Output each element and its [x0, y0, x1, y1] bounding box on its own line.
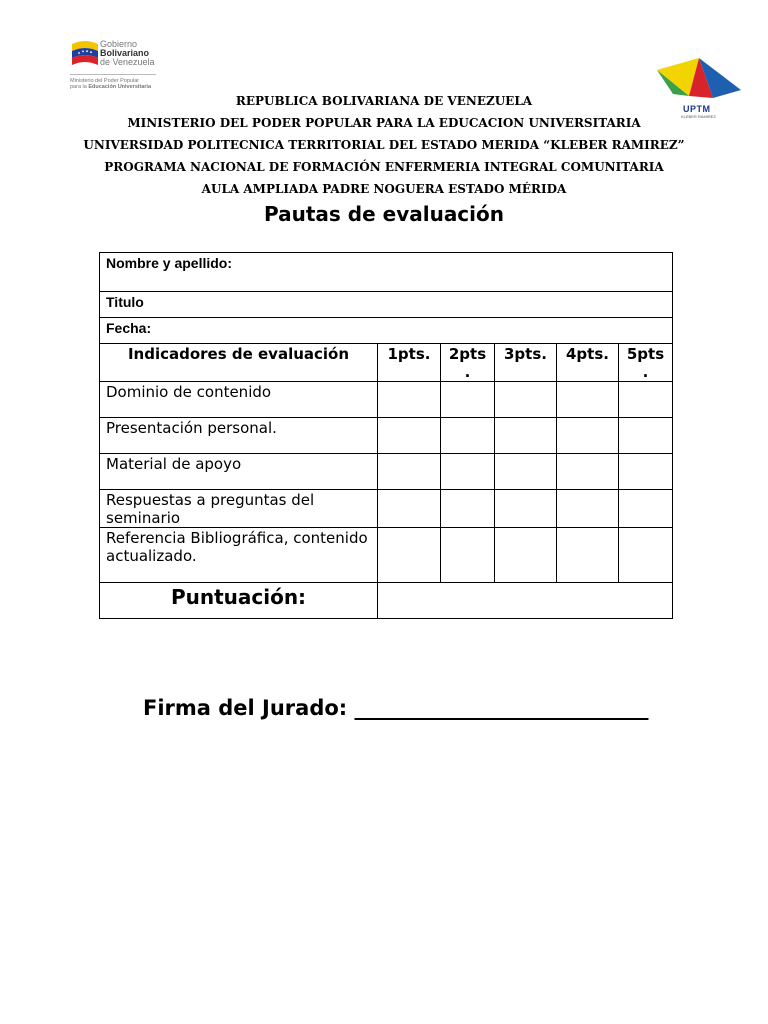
- title-row: [100, 292, 673, 318]
- logo-ministry-prefix: para la: [70, 84, 89, 90]
- total-label: Puntuación:: [100, 583, 378, 619]
- score-header-2: 2pts .: [441, 344, 495, 382]
- logo-text-venezuela: de Venezuela: [100, 57, 155, 67]
- date-label: Fecha:: [106, 320, 152, 336]
- score-cell[interactable]: [619, 454, 673, 490]
- score-cell[interactable]: [557, 528, 619, 583]
- name-row: [100, 253, 673, 292]
- indicators-header: Indicadores de evaluación: [100, 344, 378, 382]
- logo-ministry-bold: Educación Universitaria: [88, 84, 152, 90]
- uptm-name: UPTM: [683, 104, 711, 114]
- score-cell[interactable]: [557, 454, 619, 490]
- logo-ministry-text: Ministerio del Poder Popular: [70, 78, 140, 84]
- score-cell[interactable]: [619, 418, 673, 454]
- logo-text-bolivariano: Bolivariano: [100, 48, 150, 58]
- score-cell[interactable]: [441, 454, 495, 490]
- total-score-field[interactable]: [378, 583, 673, 619]
- title-field[interactable]: [100, 292, 673, 318]
- header-line-classroom: AULA AMPLIADA PADRE NOGUERA ESTADO MÉRIDA: [201, 182, 567, 196]
- signature-line: [143, 696, 649, 720]
- score-cell[interactable]: [378, 490, 441, 528]
- score-cell[interactable]: [495, 490, 557, 528]
- header-line-program: PROGRAMA NACIONAL DE FORMACIÓN ENFERMERIA INTEGRAL COMUNITARIA: [104, 160, 664, 174]
- score-header-3: 3pts.: [495, 344, 557, 382]
- score-cell[interactable]: [619, 528, 673, 583]
- document-title: Pautas de evaluación: [264, 202, 504, 226]
- logo-divider: [70, 74, 156, 75]
- score-header-4: 4pts.: [557, 344, 619, 382]
- score-cell[interactable]: [378, 382, 441, 418]
- score-cell[interactable]: [557, 382, 619, 418]
- date-row: [100, 318, 673, 344]
- signature-blank[interactable]: ____________________________: [354, 696, 649, 720]
- score-cell[interactable]: [378, 528, 441, 583]
- evaluation-table: [99, 252, 673, 619]
- indicator-row: [100, 454, 673, 490]
- indicator-row: [100, 528, 673, 583]
- signature-label: Firma del Jurado:: [143, 696, 348, 720]
- indicator-row: [100, 490, 673, 528]
- score-cell[interactable]: [441, 528, 495, 583]
- score-header-5: 5pts .: [619, 344, 673, 382]
- score-cell[interactable]: [619, 382, 673, 418]
- total-row: [100, 583, 673, 619]
- header-row: [100, 344, 673, 382]
- gobierno-bolivariano-logo: [70, 34, 158, 94]
- indicator-label: Presentación personal.: [100, 418, 378, 454]
- score-cell[interactable]: [557, 490, 619, 528]
- indicator-row: [100, 418, 673, 454]
- score-cell[interactable]: [495, 382, 557, 418]
- indicator-row: [100, 382, 673, 418]
- score-cell[interactable]: [557, 418, 619, 454]
- score-cell[interactable]: [441, 490, 495, 528]
- score-cell[interactable]: [495, 418, 557, 454]
- score-header-1: 1pts.: [378, 344, 441, 382]
- score-cell[interactable]: [619, 490, 673, 528]
- venezuela-flag-icon: [70, 38, 100, 70]
- uptm-subtitle: KLEBER RAMIREZ: [681, 114, 716, 119]
- score-cell[interactable]: [441, 382, 495, 418]
- indicator-label: Dominio de contenido: [100, 382, 378, 418]
- name-label: Nombre y apellido:: [106, 255, 233, 271]
- indicator-label: Respuestas a preguntas del seminario: [100, 490, 378, 528]
- header-line-republic: REPUBLICA BOLIVARIANA DE VENEZUELA: [235, 94, 533, 108]
- score-cell[interactable]: [495, 528, 557, 583]
- score-cell[interactable]: [441, 418, 495, 454]
- institution-header: [0, 90, 768, 200]
- score-cell[interactable]: [495, 454, 557, 490]
- score-cell[interactable]: [378, 418, 441, 454]
- logo-text-gobierno: Gobierno: [100, 39, 138, 49]
- score-cell[interactable]: [378, 454, 441, 490]
- indicator-label: Referencia Bibliográfica, contenido actualizado.: [100, 528, 378, 583]
- header-line-ministry: MINISTERIO DEL PODER POPULAR PARA LA EDUCACION UNIVERSITARIA: [127, 116, 641, 130]
- date-field[interactable]: [100, 318, 673, 344]
- indicator-label: Material de apoyo: [100, 454, 378, 490]
- header-line-university: UNIVERSIDAD POLITECNICA TERRITORIAL DEL ESTADO MERIDA “KLEBER RAMIREZ”: [83, 138, 685, 152]
- title-label: Titulo: [106, 294, 144, 310]
- name-field[interactable]: [100, 253, 673, 292]
